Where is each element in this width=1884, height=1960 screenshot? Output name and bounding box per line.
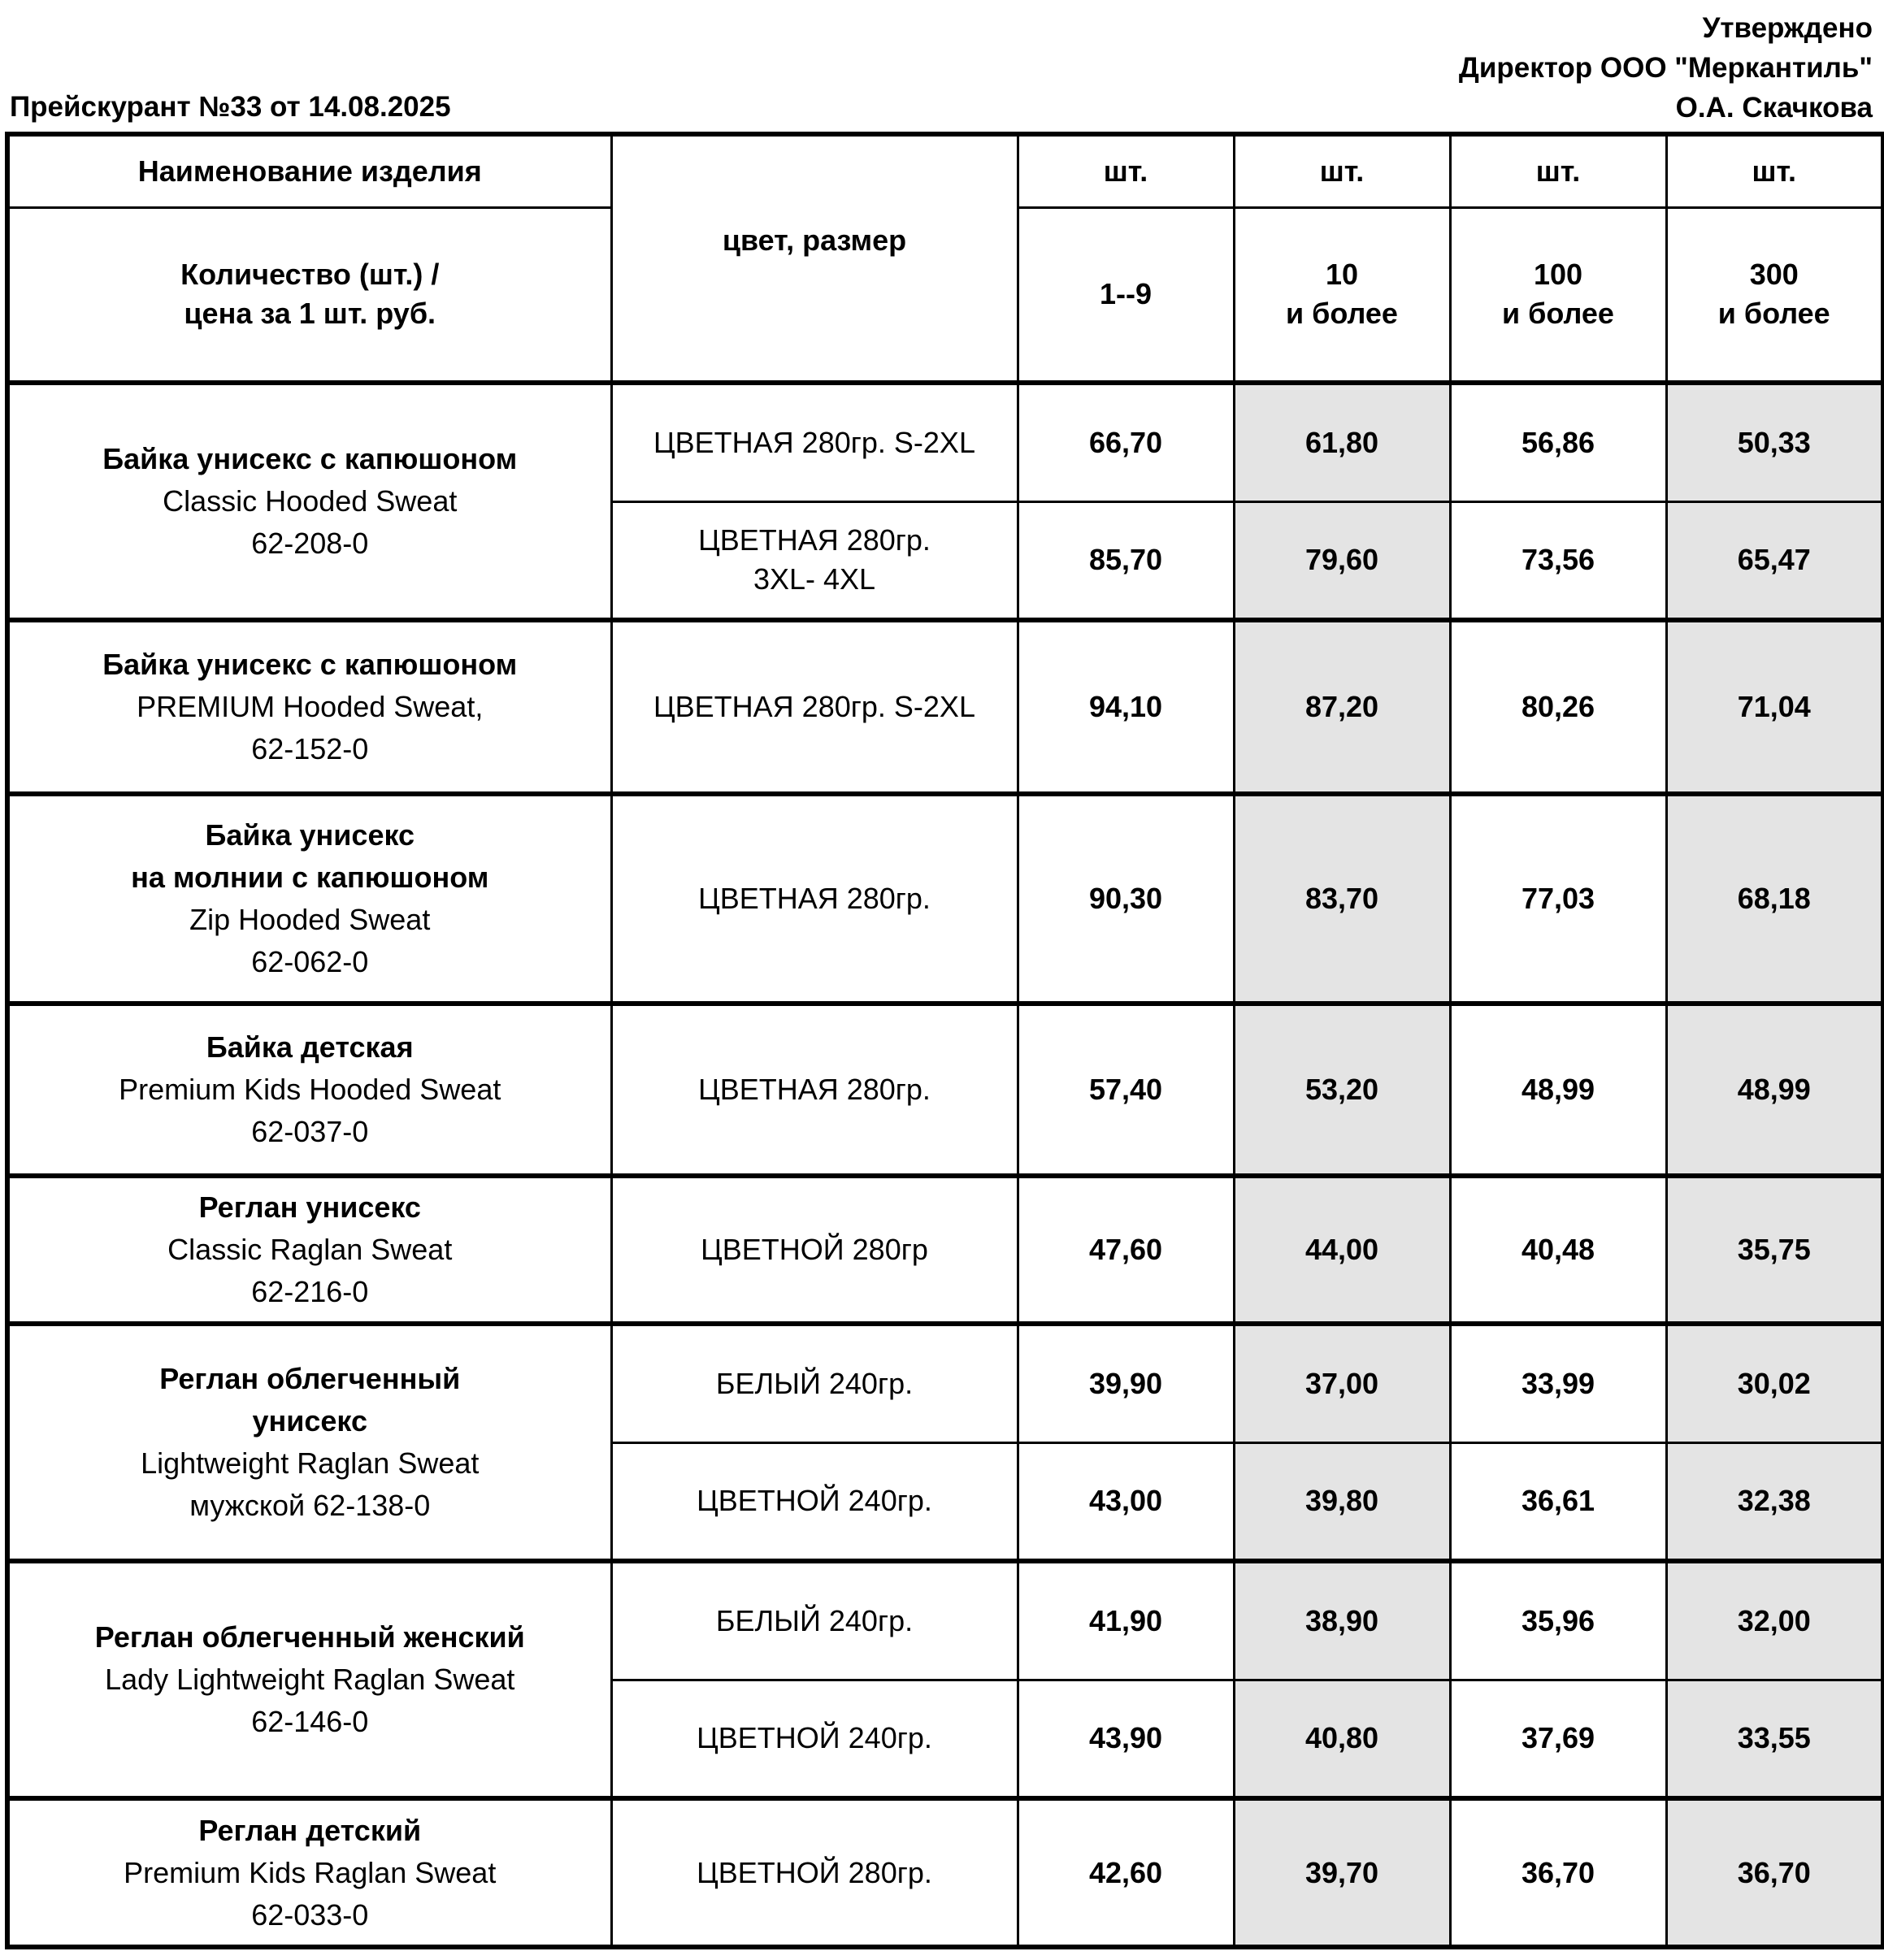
price-cell xyxy=(1450,620,1666,794)
price-value: 36,70 xyxy=(1521,1855,1595,1889)
variant-cell xyxy=(611,1442,1018,1561)
header-unit-cell xyxy=(1450,134,1666,207)
price-value: 43,90 xyxy=(1088,1721,1163,1755)
price-cell xyxy=(1450,794,1666,1004)
tier-label: 1--9 xyxy=(1099,277,1153,311)
price-cell xyxy=(1450,1561,1666,1680)
product-name: Байка унисекс xyxy=(205,818,415,852)
price-cell xyxy=(1234,1680,1450,1798)
product-name: унисекс xyxy=(252,1404,367,1437)
price-value: 85,70 xyxy=(1088,543,1163,577)
product-code: 62-033-0 xyxy=(251,1897,369,1932)
price-value: 42,60 xyxy=(1088,1855,1163,1889)
price-value: 35,96 xyxy=(1521,1603,1595,1637)
price-value: 94,10 xyxy=(1088,690,1163,723)
price-cell xyxy=(1450,1680,1666,1798)
table-row xyxy=(7,1561,1883,1680)
price-value: 48,99 xyxy=(1737,1073,1811,1106)
price-value: 30,02 xyxy=(1737,1366,1811,1400)
product-name: Байка детская xyxy=(206,1030,414,1064)
header-qty-label: Количество (шт.) / xyxy=(180,258,440,292)
price-cell xyxy=(1234,1004,1450,1176)
variant-cell xyxy=(611,383,1018,501)
price-value: 87,20 xyxy=(1304,690,1379,723)
price-cell xyxy=(1666,794,1883,1004)
product-name: Байка унисекс с капюшоном xyxy=(102,648,518,681)
document-title: Прейскурант №33 от 14.08.2025 xyxy=(10,91,451,123)
header-variant-label: цвет, размер xyxy=(722,223,907,257)
product-english-name: Premium Kids Raglan Sweat xyxy=(124,1855,497,1889)
price-cell xyxy=(1666,620,1883,794)
price-value: 32,38 xyxy=(1737,1484,1811,1518)
header-unit: шт. xyxy=(1752,154,1796,188)
variant-label: ЦВЕТНАЯ 280гр. xyxy=(698,523,931,557)
price-value: 53,20 xyxy=(1304,1073,1379,1106)
price-cell xyxy=(1234,1442,1450,1561)
product-name-cell xyxy=(7,1004,611,1176)
price-cell xyxy=(1018,1798,1234,1947)
price-value: 71,04 xyxy=(1737,690,1811,723)
product-code: 62-146-0 xyxy=(251,1705,369,1738)
price-cell xyxy=(1234,1176,1450,1324)
price-value: 33,55 xyxy=(1737,1721,1811,1755)
price-cell xyxy=(1666,1561,1883,1680)
price-cell xyxy=(1450,383,1666,501)
product-name: Байка унисекс с капюшоном xyxy=(102,442,518,475)
price-value: 77,03 xyxy=(1521,882,1595,915)
price-cell xyxy=(1018,1680,1234,1798)
product-name-cell xyxy=(7,383,611,620)
price-value: 35,75 xyxy=(1737,1233,1811,1266)
variant-label: БЕЛЫЙ 240гр. xyxy=(715,1603,914,1637)
variant-cell xyxy=(611,794,1018,1004)
table-row xyxy=(7,1798,1883,1947)
product-english-name: Lady Lightweight Raglan Sweat xyxy=(105,1663,515,1696)
approval-block xyxy=(1459,8,1873,128)
price-value: 61,80 xyxy=(1304,425,1379,459)
product-code: 62-216-0 xyxy=(251,1275,369,1308)
price-value: 79,60 xyxy=(1304,543,1379,577)
price-value: 37,69 xyxy=(1521,1721,1595,1755)
variant-cell xyxy=(611,1680,1018,1798)
product-name-cell xyxy=(7,1561,611,1798)
price-cell xyxy=(1450,1004,1666,1176)
product-name-cell xyxy=(7,1324,611,1561)
variant-cell xyxy=(611,620,1018,794)
price-cell xyxy=(1234,620,1450,794)
price-value: 36,70 xyxy=(1737,1855,1811,1889)
product-code: 62-037-0 xyxy=(251,1115,369,1148)
header-tier-cell xyxy=(1666,207,1883,383)
product-english-name: Lightweight Raglan Sweat xyxy=(141,1446,480,1480)
price-value: 68,18 xyxy=(1737,882,1811,915)
header-name-cell xyxy=(7,134,611,207)
product-name-cell xyxy=(7,794,611,1004)
variant-label: ЦВЕТНОЙ 280гр xyxy=(701,1233,928,1266)
price-value: 33,99 xyxy=(1521,1366,1595,1400)
price-value: 44,00 xyxy=(1304,1233,1379,1266)
variant-cell xyxy=(611,501,1018,620)
price-value: 73,56 xyxy=(1521,543,1595,577)
product-code: 62-208-0 xyxy=(251,527,369,560)
product-name: Реглан унисекс xyxy=(198,1190,421,1224)
tier-label: и более xyxy=(1286,297,1398,331)
header-tier-cell xyxy=(1450,207,1666,383)
price-value: 43,00 xyxy=(1088,1484,1163,1518)
header-unit: шт. xyxy=(1319,154,1365,188)
price-value: 47,60 xyxy=(1088,1233,1163,1266)
header-tier-cell xyxy=(1018,207,1234,383)
price-cell xyxy=(1666,383,1883,501)
tier-label: и более xyxy=(1717,297,1830,331)
tier-label: 10 xyxy=(1325,258,1359,292)
variant-cell xyxy=(611,1176,1018,1324)
product-name-cell xyxy=(7,620,611,794)
product-name: Реглан детский xyxy=(198,1813,422,1847)
price-cell xyxy=(1018,1442,1234,1561)
variant-label: ЦВЕТНАЯ 280гр. S-2XL xyxy=(653,425,975,459)
price-cell xyxy=(1018,1004,1234,1176)
header-name-label: Наименование изделия xyxy=(137,154,482,188)
variant-cell xyxy=(611,1324,1018,1442)
price-value: 38,90 xyxy=(1304,1603,1379,1637)
price-value: 65,47 xyxy=(1737,543,1811,577)
price-value: 57,40 xyxy=(1088,1073,1163,1106)
price-cell xyxy=(1666,1680,1883,1798)
price-cell xyxy=(1018,501,1234,620)
product-name-cell xyxy=(7,1798,611,1947)
variant-label: 3XL- 4XL xyxy=(753,562,876,596)
price-table xyxy=(5,132,1884,1949)
header-qty-cell xyxy=(7,207,611,383)
product-english-name: PREMIUM Hooded Sweat, xyxy=(137,690,484,723)
price-cell xyxy=(1666,1176,1883,1324)
table-row xyxy=(7,620,1883,794)
price-cell xyxy=(1018,383,1234,501)
product-english-name: Zip Hooded Sweat xyxy=(189,903,431,936)
variant-label: ЦВЕТНОЙ 240гр. xyxy=(697,1721,932,1755)
price-value: 41,90 xyxy=(1088,1603,1163,1637)
price-cell xyxy=(1666,1324,1883,1442)
header-unit: шт. xyxy=(1535,154,1581,188)
price-cell xyxy=(1234,501,1450,620)
price-cell xyxy=(1666,501,1883,620)
price-value: 48,99 xyxy=(1521,1073,1595,1106)
tier-label: 300 xyxy=(1749,258,1799,292)
price-cell xyxy=(1234,383,1450,501)
product-code: мужской 62-138-0 xyxy=(189,1489,431,1522)
header-unit: шт. xyxy=(1103,154,1148,188)
tier-label: и более xyxy=(1502,297,1614,331)
variant-label: ЦВЕТНОЙ 280гр. xyxy=(697,1855,932,1889)
price-cell xyxy=(1234,1561,1450,1680)
variant-label: ЦВЕТНАЯ 280гр. S-2XL xyxy=(653,690,975,723)
price-cell xyxy=(1450,1442,1666,1561)
price-value: 80,26 xyxy=(1521,690,1595,723)
product-name-cell xyxy=(7,1176,611,1324)
price-cell xyxy=(1234,1798,1450,1947)
product-name: на молнии с капюшоном xyxy=(131,861,489,894)
header-unit-cell xyxy=(1018,134,1234,207)
price-value: 39,90 xyxy=(1088,1366,1163,1400)
price-cell xyxy=(1450,1798,1666,1947)
product-code: 62-062-0 xyxy=(251,945,369,978)
price-value: 83,70 xyxy=(1304,882,1379,915)
variant-label: ЦВЕТНАЯ 280гр. xyxy=(698,1073,931,1106)
price-cell xyxy=(1234,1324,1450,1442)
price-cell xyxy=(1234,794,1450,1004)
price-cell xyxy=(1018,620,1234,794)
table-row xyxy=(7,1324,1883,1442)
product-english-name: Premium Kids Hooded Sweat xyxy=(119,1073,501,1106)
approval-line: О.А. Скачкова xyxy=(1675,92,1873,124)
header-variant-cell xyxy=(611,134,1018,383)
price-cell xyxy=(1666,1442,1883,1561)
price-value: 90,30 xyxy=(1088,882,1163,915)
price-cell xyxy=(1666,1798,1883,1947)
approval-line: Утверждено xyxy=(1702,12,1873,44)
price-cell xyxy=(1018,1324,1234,1442)
price-value: 39,70 xyxy=(1304,1855,1379,1889)
price-cell xyxy=(1450,501,1666,620)
price-cell xyxy=(1666,1004,1883,1176)
price-value: 66,70 xyxy=(1088,425,1163,459)
table-row xyxy=(7,1004,1883,1176)
price-value: 36,61 xyxy=(1521,1484,1595,1518)
variant-cell xyxy=(611,1798,1018,1947)
price-cell xyxy=(1018,1176,1234,1324)
product-code: 62-152-0 xyxy=(251,732,369,765)
table-row xyxy=(7,1176,1883,1324)
header-tier-cell xyxy=(1234,207,1450,383)
variant-cell xyxy=(611,1561,1018,1680)
product-name: Реглан облегченный женский xyxy=(94,1620,525,1654)
variant-cell xyxy=(611,1004,1018,1176)
product-name: Реглан облегченный xyxy=(159,1362,461,1395)
tier-label: 100 xyxy=(1533,258,1583,292)
price-value: 40,48 xyxy=(1521,1233,1595,1266)
header-unit-cell xyxy=(1234,134,1450,207)
product-english-name: Classic Raglan Sweat xyxy=(167,1233,453,1266)
variant-label: ЦВЕТНАЯ 280гр. xyxy=(698,882,931,915)
table-row xyxy=(7,383,1883,501)
price-value: 39,80 xyxy=(1304,1484,1379,1518)
price-cell xyxy=(1450,1324,1666,1442)
table-row xyxy=(7,794,1883,1004)
header-unit-cell xyxy=(1666,134,1883,207)
variant-label: ЦВЕТНОЙ 240гр. xyxy=(697,1484,932,1518)
approval-line: Директор ООО "Меркантиль" xyxy=(1458,52,1873,84)
price-value: 32,00 xyxy=(1737,1603,1811,1637)
price-value: 56,86 xyxy=(1521,425,1595,459)
price-cell xyxy=(1018,1561,1234,1680)
header-qty-label: цена за 1 шт. руб. xyxy=(184,297,436,331)
price-value: 37,00 xyxy=(1304,1366,1379,1400)
price-cell xyxy=(1450,1176,1666,1324)
price-value: 40,80 xyxy=(1304,1721,1379,1755)
price-cell xyxy=(1018,794,1234,1004)
price-value: 50,33 xyxy=(1737,425,1811,459)
variant-label: БЕЛЫЙ 240гр. xyxy=(715,1366,914,1400)
product-english-name: Classic Hooded Sweat xyxy=(163,484,458,518)
